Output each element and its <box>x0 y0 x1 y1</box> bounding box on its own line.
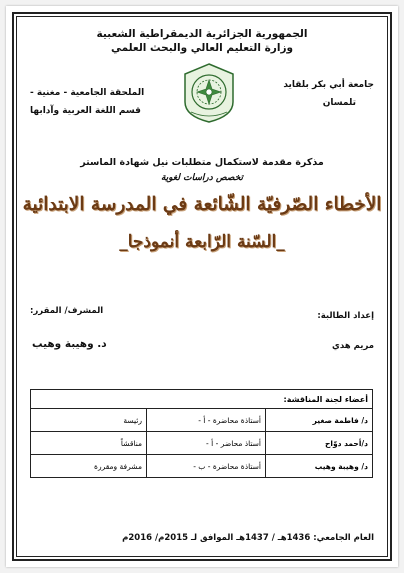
specialty: تخصص دراسات لغوية <box>160 173 244 183</box>
thesis-title-line1: الأخطاء الصّرفيّة الشّائعة في المدرسة الابتدائية <box>22 194 382 215</box>
jury-row <box>31 455 373 478</box>
jury-header <box>31 390 373 409</box>
department-name: قسم اللغة العربية وآدابها <box>30 106 141 116</box>
ministry-heading: وزارة التعليم العالي والبحث العلمي <box>110 42 294 54</box>
jury-member-name: د/ فاطمة صغير <box>266 409 373 432</box>
annex-name: الملحقة الجامعية - مغنية - <box>30 88 145 98</box>
jury-member-rank: أستاذة محاضرة - ب - <box>147 455 266 478</box>
jury-member-role: مشرفة ومقررة <box>31 455 147 478</box>
jury-member-rank: أستاذة محاضرة - أ - <box>147 409 266 432</box>
jury-member-name: د/أحمد دوّاح <box>266 432 373 455</box>
jury-row <box>31 409 373 432</box>
thesis-title-line2: _السّنة الرّابعة أنموذجا_ <box>119 232 285 252</box>
jury-table <box>30 389 373 478</box>
document-page <box>6 6 398 567</box>
jury-row <box>31 432 373 455</box>
jury-member-rank: أستاذ محاضر - أ - <box>147 432 266 455</box>
supervisor-label: المشرف/ المقرر: <box>30 306 104 316</box>
student-label: إعداد الطالبة: <box>317 311 374 321</box>
student-name: مريم هدي <box>332 341 374 351</box>
university-seal-icon <box>181 62 237 124</box>
jury-member-name: د/ وهيبة وهيب <box>266 455 373 478</box>
university-city: تلمسان <box>322 98 356 108</box>
supervisor-name: د. وهيبة وهيب <box>32 338 107 350</box>
jury-header-row <box>31 390 373 409</box>
republic-heading: الجمهورية الجزائرية الديمقراطية الشعبية <box>96 28 308 40</box>
jury-member-role: رئيسة <box>31 409 147 432</box>
jury-header-text: أعضاء لجنة المناقشة: <box>283 394 368 404</box>
memo-statement: مذكرة مقدمة لاستكمال متطلبات نيل شهادة الماستر <box>80 157 324 168</box>
jury-member-role: مناقشاً <box>31 432 147 455</box>
university-name: جامعة أبي بكر بلقايد <box>283 80 374 90</box>
academic-year: العام الجامعي: 1436هـ / 1437هـ الموافق لـ 2015م/ 2016م <box>122 533 374 543</box>
